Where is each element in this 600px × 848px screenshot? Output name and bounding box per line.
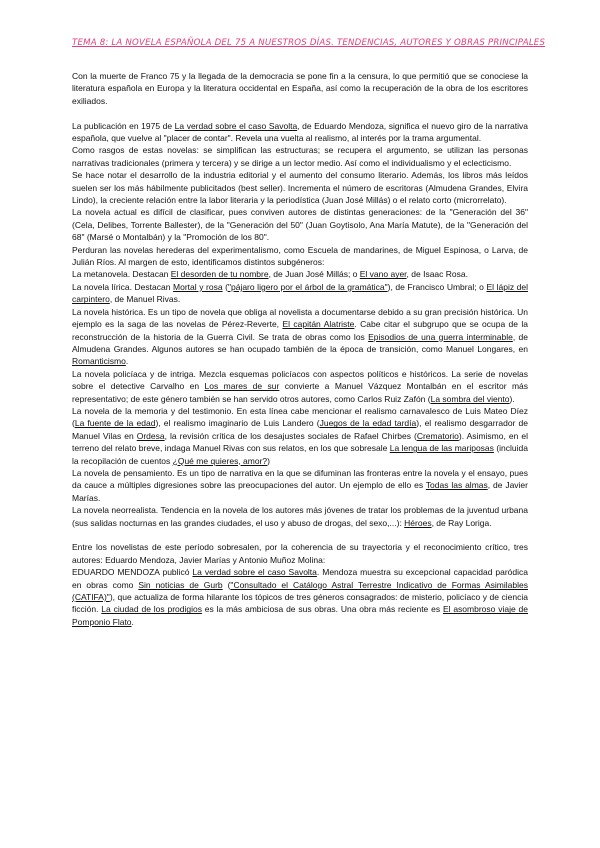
paragraph-industria: Se hace notar el desarrollo de la industria editorial y el aumento del consumo literario. Además, los libros más leídos suelen ser los más hábilmente publicitados (best seller). Incrementa el número de escritoras (Almudena Grandes, Elvira Lindo), la creciente relación entre la labor literaria y la periodística (Juan José Millás) o el relato corto (microrrelato). — [72, 170, 528, 206]
paragraph-intro: Con la muerte de Franco 75 y la llegada de la democracia se pone fin a la censura, lo que permitió que se conociese la literatura española en Europa y la literatura occidental en España, así como la recuperación de la obra de los escritores exiliados. — [72, 71, 528, 106]
paragraph-experimentalismo: Perduran las novelas herederas del experimentalismo, como Escuela de mandarines, de Miguel Espinosa, o Larva, de Julián Ríos. Al margen de esto, identificamos distintos subgéneros: — [72, 244, 528, 268]
paragraph-rasgos: Como rasgos de estas novelas: se simplifican las estructuras; se recupera el argumento, se utilizan las personas narrativas tradicionales (primera y tercera) y se dirige a un lector medio. Así como el individualismo y el eclecticismo. — [72, 145, 528, 168]
work-title: El desorden de tu nombre — [170, 269, 269, 280]
paragraph-novela-pensamiento: La novela de pensamiento. Es un tipo de narrativa en la que se difuminan las fronteras entre la novela y el ensayo, pues da cauce a múltiples digresiones sobre las preocupaciones del autor. Un ejemplo de ello es Todas las almas, de Javier Marías. — [72, 467, 528, 503]
work-title: Ordesa — [136, 430, 165, 441]
work-title: La fuente de la edad — [74, 418, 156, 429]
work-title: La verdad sobre el caso Savolta — [174, 120, 298, 131]
paragraph-novela-policiaca: La novela policíaca y de intriga. Mezcla esquemas policíacos con aspectos políticos e históricos. La serie de novelas sobre el detective Carvalho en Los mares de sur convierte a Manuel Vázquez Montalbán en el escritor más representativo; de este género también se han servido otros autores, como Carlos Ruiz Zafón (La sombra del viento). — [72, 368, 528, 404]
work-title: El capitán Alatriste — [282, 319, 355, 330]
work-title: Héroes — [404, 517, 432, 528]
document-title: TEMA 8: LA NOVELA ESPAÑOLA DEL 75 A NUESTROS DÍAS. TENDENCIAS, AUTORES Y OBRAS PRINCIPALES — [72, 38, 546, 48]
work-title: Romanticismo — [72, 356, 126, 367]
work-title: Juegos de la edad tardía — [319, 418, 417, 429]
paragraph-novela-historica: La novela histórica. Es un tipo de novela que obliga al novelista a documentarse debido a su gran precisión histórica. Un ejemplo es la saga de las novelas de Pérez-Reverte, El capitán Alatriste. Cabe citar el subgrupo que se ocupa de la reconstrucción de la historia de la Guerra Civil. Se trata de obras como los Episodios de una guerra interminable, de Almudena Grandes. Algunos autores se han ocupado también de la época de transición, como Manuel Longares, en Romanticismo. — [72, 306, 528, 367]
work-title: ¿Qué me quieres, amor? — [172, 455, 268, 466]
work-title: Todas las almas — [425, 480, 488, 491]
paragraph-mendoza-1975: La publicación en 1975 de La verdad sobre el caso Savolta, de Eduardo Mendoza, significa el nuevo giro de la narrativa española, que vuelve al "placer de contar". Revela una vuelta al realismo, al interés por la trama argumental. — [72, 120, 528, 144]
work-title: El lápiz del carpintero — [72, 281, 528, 305]
work-title: "pájaro ligero por el árbol de la gramática" — [227, 281, 388, 292]
work-title: La verdad sobre el caso Savolta — [192, 567, 317, 578]
work-title: La sombra del viento — [430, 393, 510, 404]
work-title: Sin noticias de Gurb — [138, 579, 223, 590]
work-title: El vano ayer — [359, 269, 407, 280]
work-title: Mortal y rosa — [173, 281, 223, 292]
work-title: El asombroso viaje de Pomponio Flato — [72, 604, 528, 627]
paragraph-eduardo-mendoza: EDUARDO MENDOZA publicó La verdad sobre el caso Savolta. Mendoza muestra su excepcional capacidad paródica en obras como Sin noticias de Gurb ("Consultado el Catálogo Astral Terrestre Indicativo de Formas Asimilables (CATIFA)"), que actualiza de forma hilarante los tópicos de tres géneros consagrados: de misterio, policíaco y de ciencia ficción. La ciudad de los prodigios es la más ambiciosa de sus obras. Una obra más reciente es El asombroso viaje de Pomponio Flato. — [72, 567, 529, 627]
work-title: La ciudad de los prodigios — [101, 604, 202, 615]
paragraph-novela-memoria: La novela de la memoria y del testimonio. En esta línea cabe mencionar el realismo carnavalesco de Luis Mateo Díez (La fuente de la edad), el realismo imaginario de Luis Landero (Juegos de la edad tardía), el realismo desgarrador de Manuel Vilas en Ordesa, la revisión crítica de los desajustes sociales de Rafael Chirbes (Crematorio). Asimismo, en el terreno del relato breve, indaga Manuel Rivas con sus relatos, en los que sobresale La lengua de las mariposas (incluida la recopilación de cuentos ¿Qué me quieres, amor?) — [72, 405, 528, 466]
work-title: La lengua de las mariposas — [389, 443, 494, 454]
paragraph-novela-lirica: La novela lírica. Destacan Mortal y rosa ("pájaro ligero por el árbol de la gramática"), de Francisco Umbral; o El lápiz del carpintero, de Manuel Rivas. — [72, 281, 528, 305]
paragraph-clasificacion: La novela actual es difícil de clasificar, pues conviven autores de distintas generaciones: de la "Generación del 36" (Cela, Delibes, Torrente Ballester), de la "Generación del 50" (Juan Goytisolo, Ana María Matute), de la "Generación del 68" (Marsé o Montalbán) y la "Promoción de los 80". — [72, 207, 528, 243]
document-body — [72, 70, 528, 628]
work-title: Crematorio — [416, 430, 459, 441]
paragraph-novelistas: Entre los novelistas de este período sobresalen, por la coherencia de su trayectoria y el reconocimiento crítico, tres autores: Eduardo Mendoza, Javier Marías y Antonio Muñoz Molina: — [72, 542, 528, 565]
work-title: Los mares de sur — [204, 381, 280, 392]
work-title: "Consultado el Catálogo Astral Terrestre Indicativo de Formas Asimilables (CATIFA)" — [72, 579, 528, 603]
paragraph-metanovela: La metanovela. Destacan El desorden de tu nombre, de Juan José Millás; o El vano ayer, de Isaac Rosa. — [72, 269, 468, 280]
paragraph-novela-neorrealista: La novela neorrealista. Tendencia en la novela de los autores más jóvenes de tratar los problemas de la juventud urbana (sus salidas nocturnas en las grandes ciudades, el uso y abuso de drogas, del sexo,...): Héroes, de Ray Loriga. — [72, 505, 528, 528]
work-title: Episodios de una guerra interminable — [368, 331, 513, 342]
